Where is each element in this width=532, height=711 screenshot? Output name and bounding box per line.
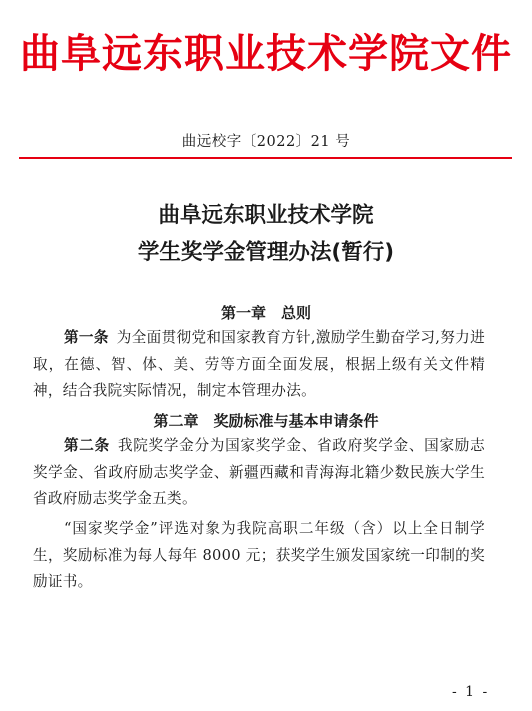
paragraph-text: “国家奖学金”评选对象为我院高职二年级（含）以上全日制学生，奖励标准为每人每年 8000 元；获奖学生颁发国家统一印制的奖励证书。	[33, 520, 485, 590]
document-title-line2: 学生奖学金管理办法(暂行)	[137, 240, 395, 265]
chapter-heading-1: 第一章 总则	[220, 304, 311, 322]
document-masthead: 曲阜远东职业技术学院文件	[20, 30, 512, 77]
red-divider-line	[19, 157, 512, 159]
article-text: 为全面贯彻党和国家教育方针,激励学生勤奋学习,努力进取，在德、智、体、美、劳等方面全面发展，根据上级有关文件精神，结合我院实际情况，制定本管理办法。	[33, 329, 485, 399]
document-title-line1: 曲阜远东职业技术学院	[158, 203, 374, 228]
article-paragraph-1	[33, 325, 485, 405]
page-number: - 1 -	[452, 684, 490, 700]
body-paragraph-3	[33, 516, 485, 596]
document-number: 曲远校字〔2022〕21 号	[181, 134, 351, 150]
article-label: 第一条	[64, 329, 109, 346]
article-text: 我院奖学金分为国家奖学金、省政府奖学金、国家励志奖学金、省政府励志奖学金、新疆西藏和青海海北籍少数民族大学生省政府励志奖学金五类。	[33, 437, 485, 507]
article-paragraph-2	[33, 433, 485, 513]
chapter-heading-2: 第二章 奖励标准与基本申请条件	[153, 412, 379, 430]
article-label: 第二条	[64, 437, 110, 454]
